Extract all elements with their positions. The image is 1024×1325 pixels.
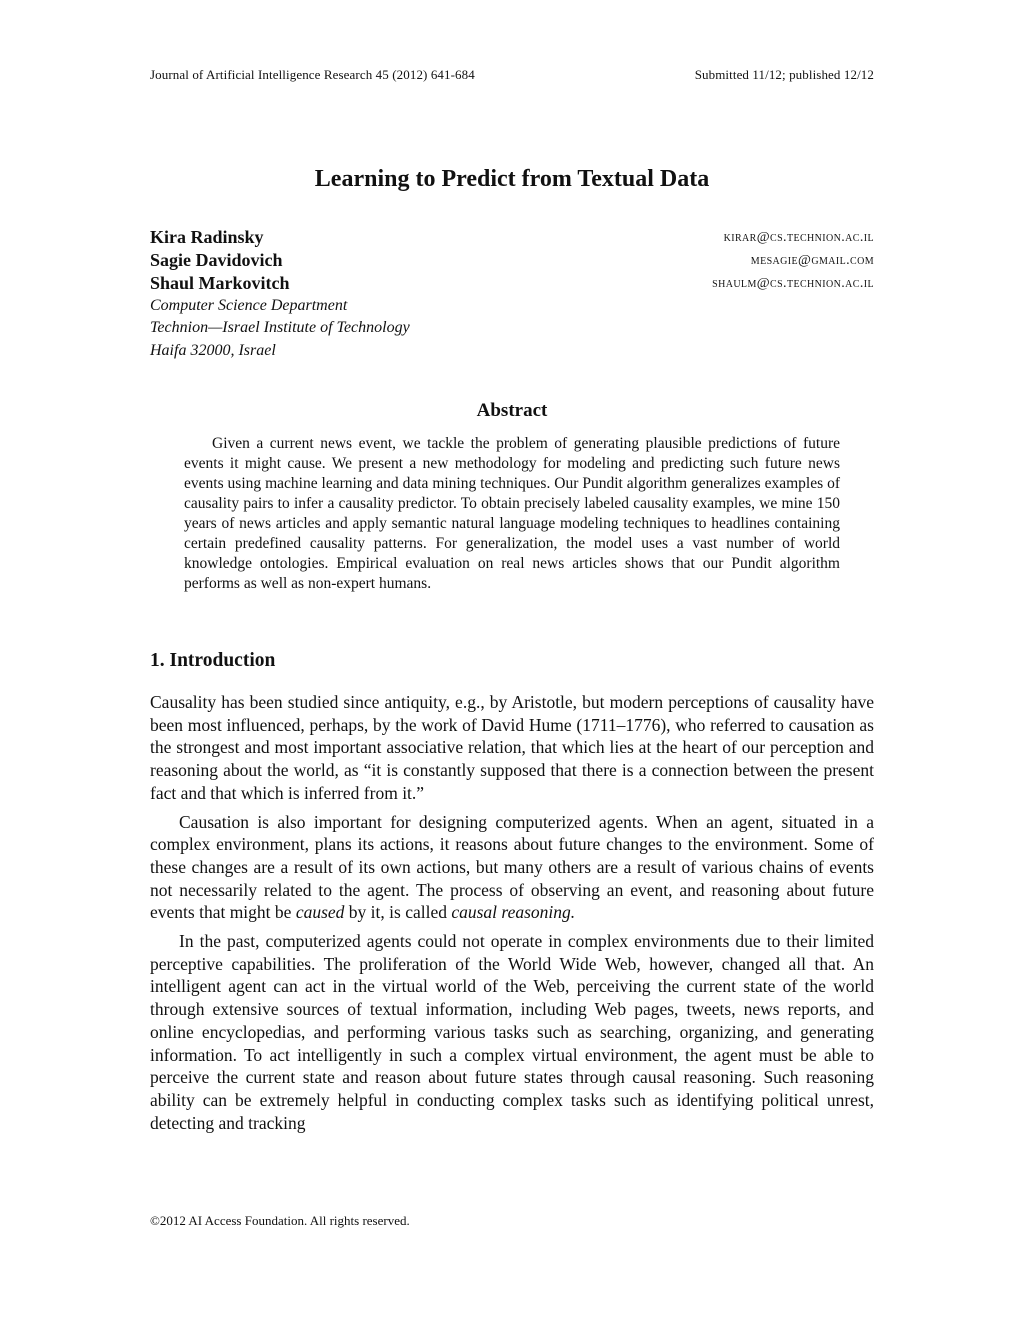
abstract-heading: Abstract [476, 400, 548, 421]
emphasis-text: causal reasoning. [451, 902, 576, 923]
author-name: Shaul Markovitch [150, 273, 290, 293]
paragraph: In the past, computerized agents could not operate in complex environments due to their limited perceptive capabilities. The proliferation of the World Wide Web, however, changed all that. An intelligent agent can act in the virtual world of the Web, perceiving the current state of the world through extensive sources of textual information, including Web pages, tweets, news reports, and online encyclopedias, and performing various tasks such as searching, organizing, and generating information. To act intelligently in such a complex virtual environment, the agent must be able to perceive the current state and reason about future states through causal reasoning. Such reasoning ability can be extremely helpful in conducting complex tasks such as identifying political unrest, detecting and tracking [150, 931, 874, 1133]
affiliation-dept: Computer Science Department [150, 297, 348, 314]
paragraph [150, 811, 874, 925]
author-email: shaulm@cs.technion.ac.il [712, 276, 874, 291]
author-name: Kira Radinsky [150, 227, 264, 247]
paper-title: Learning to Predict from Textual Data [314, 166, 710, 192]
abstract-text: Given a current news event, we tackle the problem of generating plausible predictions of future events it might cause. We present a new methodology for modeling and predicting such future news events using machine learning and data mining techniques. Our Pundit algorithm generalizes examples of causality pairs to infer a causality predictor. To obtain precisely labeled causality examples, we mine 150 years of news articles and apply semantic natural language modeling techniques to headlines containing certain predefined causality patterns. For generalization, the model uses a vast number of world knowledge ontologies. Empirical evaluation on real news articles shows that our Pundit algorithm performs as well as non-expert humans. [184, 435, 840, 592]
author-email: kirar@cs.technion.ac.il [723, 230, 874, 245]
affiliation-city: Haifa 32000, Israel [150, 342, 276, 359]
affiliation-institute: Technion—Israel Institute of Technology [150, 319, 410, 336]
author-email: mesagie@gmail.com [750, 253, 874, 268]
running-header-dates: Submitted 11/12; published 12/12 [694, 67, 874, 82]
body-text [150, 691, 874, 1140]
author-name: Sagie Davidovich [150, 250, 283, 270]
running-header-journal: Journal of Artificial Intelligence Research 45 (2012) 641-684 [150, 67, 475, 82]
section-heading: 1. Introduction [150, 650, 276, 671]
paragraph-text: Causation is also important for designing computerized agents. When an agent, situated in a complex environment, plans its actions, it reasons about future changes to the environment. Some of these changes are a result of its own actions, but many others are a result of various chains of events not necessarily related to the agent. The process of observing an event, and reasoning about future events that might be [150, 811, 874, 923]
paragraph-text: by it, is called [344, 902, 452, 923]
emphasis-text: caused [295, 902, 345, 923]
paragraph: Causality has been studied since antiquity, e.g., by Aristotle, but modern perceptions of causality have been most influenced, perhaps, by the work of David Hume (1711–1776), who referred to causation as the strongest and most important associative relation, that which lies at the heart of our perception and reasoning about the world, as “it is constantly supposed that there is a connection between the present fact and that which is inferred from it.” [150, 692, 874, 803]
copyright-footer: ©2012 AI Access Foundation. All rights reserved. [150, 1213, 410, 1228]
